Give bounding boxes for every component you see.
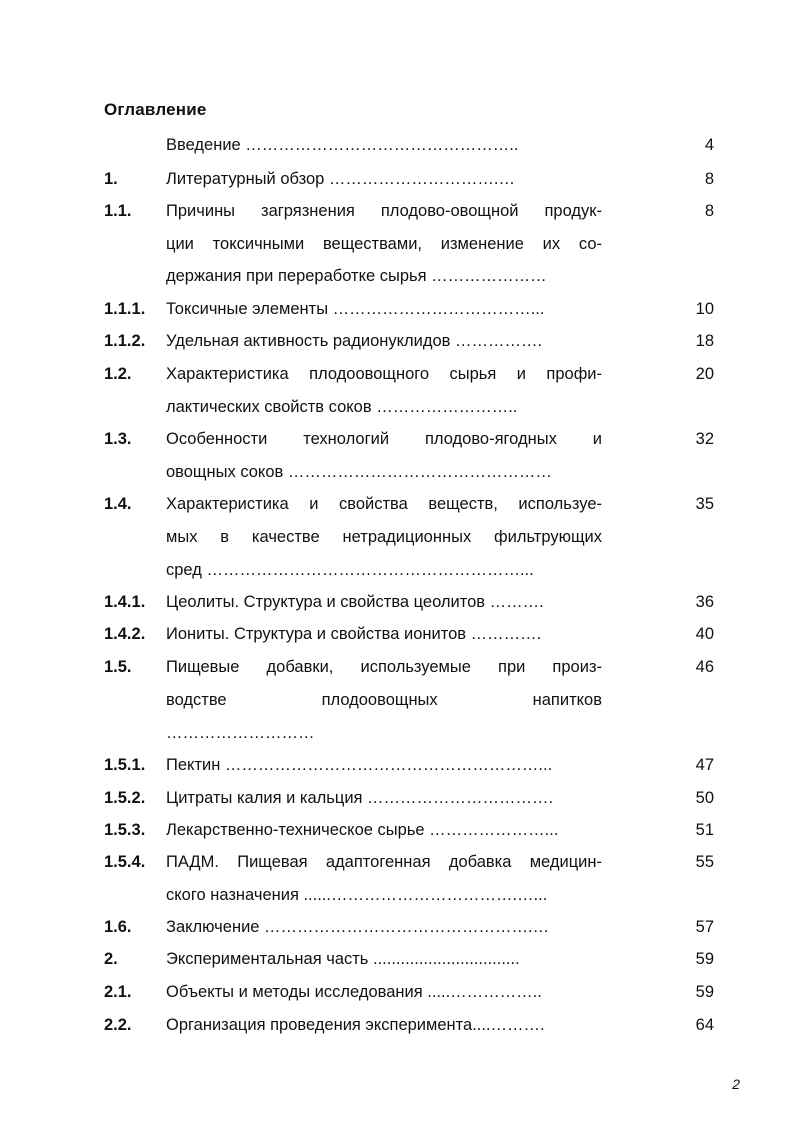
toc-entry-title: Объекты и методы исследования .....……………..	[166, 983, 542, 1001]
toc-entry-title: Экспериментальная часть ................................	[166, 950, 520, 968]
toc-page-number: 32	[695, 430, 714, 448]
toc-section-number: 1.1.2.	[104, 332, 146, 350]
toc-entry-title: Характеристика плодоовощного сырья и профи-	[166, 365, 602, 383]
toc-entry-title-continued: водстве плодоовощных напитков	[166, 691, 602, 709]
toc-section-number: 1.4.2.	[104, 625, 146, 643]
toc-entry-title-continued: ского назначения ......…………………………….…...	[166, 886, 548, 904]
toc-entry-title: Иониты. Структура и свойства ионитов ………….	[166, 625, 542, 643]
toc-page-number: 18	[695, 332, 714, 350]
toc-entry-leader: ………………………	[166, 724, 315, 742]
toc-page-number: 47	[695, 756, 714, 774]
toc-entry-intro: Введение …………………………………………..	[166, 136, 519, 154]
page-folio-number: 2	[732, 1076, 740, 1092]
toc-page-number: 20	[695, 365, 714, 383]
toc-page-number: 55	[695, 853, 714, 871]
toc-section-number: 1.5.2.	[104, 789, 146, 807]
toc-entry-title: Особенности технологий плодово-ягодных и	[166, 430, 602, 448]
toc-entry-title: Пищевые добавки, используемые при произ-	[166, 658, 602, 676]
toc-page-number: 8	[704, 202, 714, 220]
toc-entry-title-continued: держания при переработке сырья …………………	[166, 267, 547, 285]
toc-section-number: 1.4.1.	[104, 593, 146, 611]
toc-page-number: 64	[695, 1016, 714, 1034]
toc-section-number: 2.2.	[104, 1016, 132, 1034]
toc-section-number: 1.	[104, 170, 118, 188]
toc-section-number: 1.5.1.	[104, 756, 146, 774]
toc-entry-title: Литературный обзор ………………………….…	[166, 170, 516, 188]
toc-entry-title: Организация проведения эксперимента....……….	[166, 1016, 545, 1034]
toc-page-number: 59	[695, 983, 714, 1001]
toc-page-number: 8	[704, 170, 714, 188]
toc-section-number: 1.5.	[104, 658, 132, 676]
toc-entry-title-continued: лактических свойств соков ……………………..	[166, 398, 518, 416]
toc-page-number: 57	[695, 918, 714, 936]
toc-page-number: 4	[704, 136, 714, 154]
toc-page-number: 40	[695, 625, 714, 643]
toc-entry-title: Лекарственно-техническое сырье …………………...	[166, 821, 559, 839]
toc-entry-title: Характеристика и свойства веществ, используе-	[166, 495, 602, 513]
toc-page-number: 10	[695, 300, 714, 318]
toc-entry-title-continued: мых в качестве нетрадиционных фильтрующих	[166, 528, 602, 546]
toc-section-number: 2.	[104, 950, 118, 968]
toc-page-number: 51	[695, 821, 714, 839]
toc-heading: Оглавление	[104, 100, 207, 119]
toc-entry-title: Цитраты калия и кальция …………………………….	[166, 789, 554, 807]
toc-entry-title-continued: ции токсичными веществами, изменение их со-	[166, 235, 602, 253]
toc-section-number: 2.1.	[104, 983, 132, 1001]
toc-entry-title: Заключение ………………………………………….…	[166, 918, 550, 936]
toc-entry-title: ПАДМ. Пищевая адаптогенная добавка медицин-	[166, 853, 602, 871]
toc-section-number: 1.6.	[104, 918, 132, 936]
toc-section-number: 1.2.	[104, 365, 132, 383]
toc-page-number: 36	[695, 593, 714, 611]
toc-section-number: 1.4.	[104, 495, 132, 513]
toc-section-number: 1.5.4.	[104, 853, 146, 871]
toc-entry-title-continued: сред …………………………………………………...	[166, 561, 534, 579]
toc-page-number: 46	[695, 658, 714, 676]
toc-section-number: 1.3.	[104, 430, 132, 448]
toc-entry-title: Причины загрязнения плодово-овощной продук-	[166, 202, 602, 220]
toc-section-number: 1.1.	[104, 202, 132, 220]
toc-page-number: 59	[695, 950, 714, 968]
toc-entry-title: Удельная активность радионуклидов …………….	[166, 332, 543, 350]
toc-section-number: 1.5.3.	[104, 821, 146, 839]
toc-entry-title: Токсичные элементы ………………………………...	[166, 300, 545, 318]
toc-page-number: 35	[695, 495, 714, 513]
toc-entry-title-continued: овощных соков …………………………………………	[166, 463, 552, 481]
toc-section-number: 1.1.1.	[104, 300, 146, 318]
toc-entry-title: Цеолиты. Структура и свойства цеолитов ……….	[166, 593, 544, 611]
toc-entry-title: Пектин …………………………………………………...	[166, 756, 553, 774]
toc-page-number: 50	[695, 789, 714, 807]
